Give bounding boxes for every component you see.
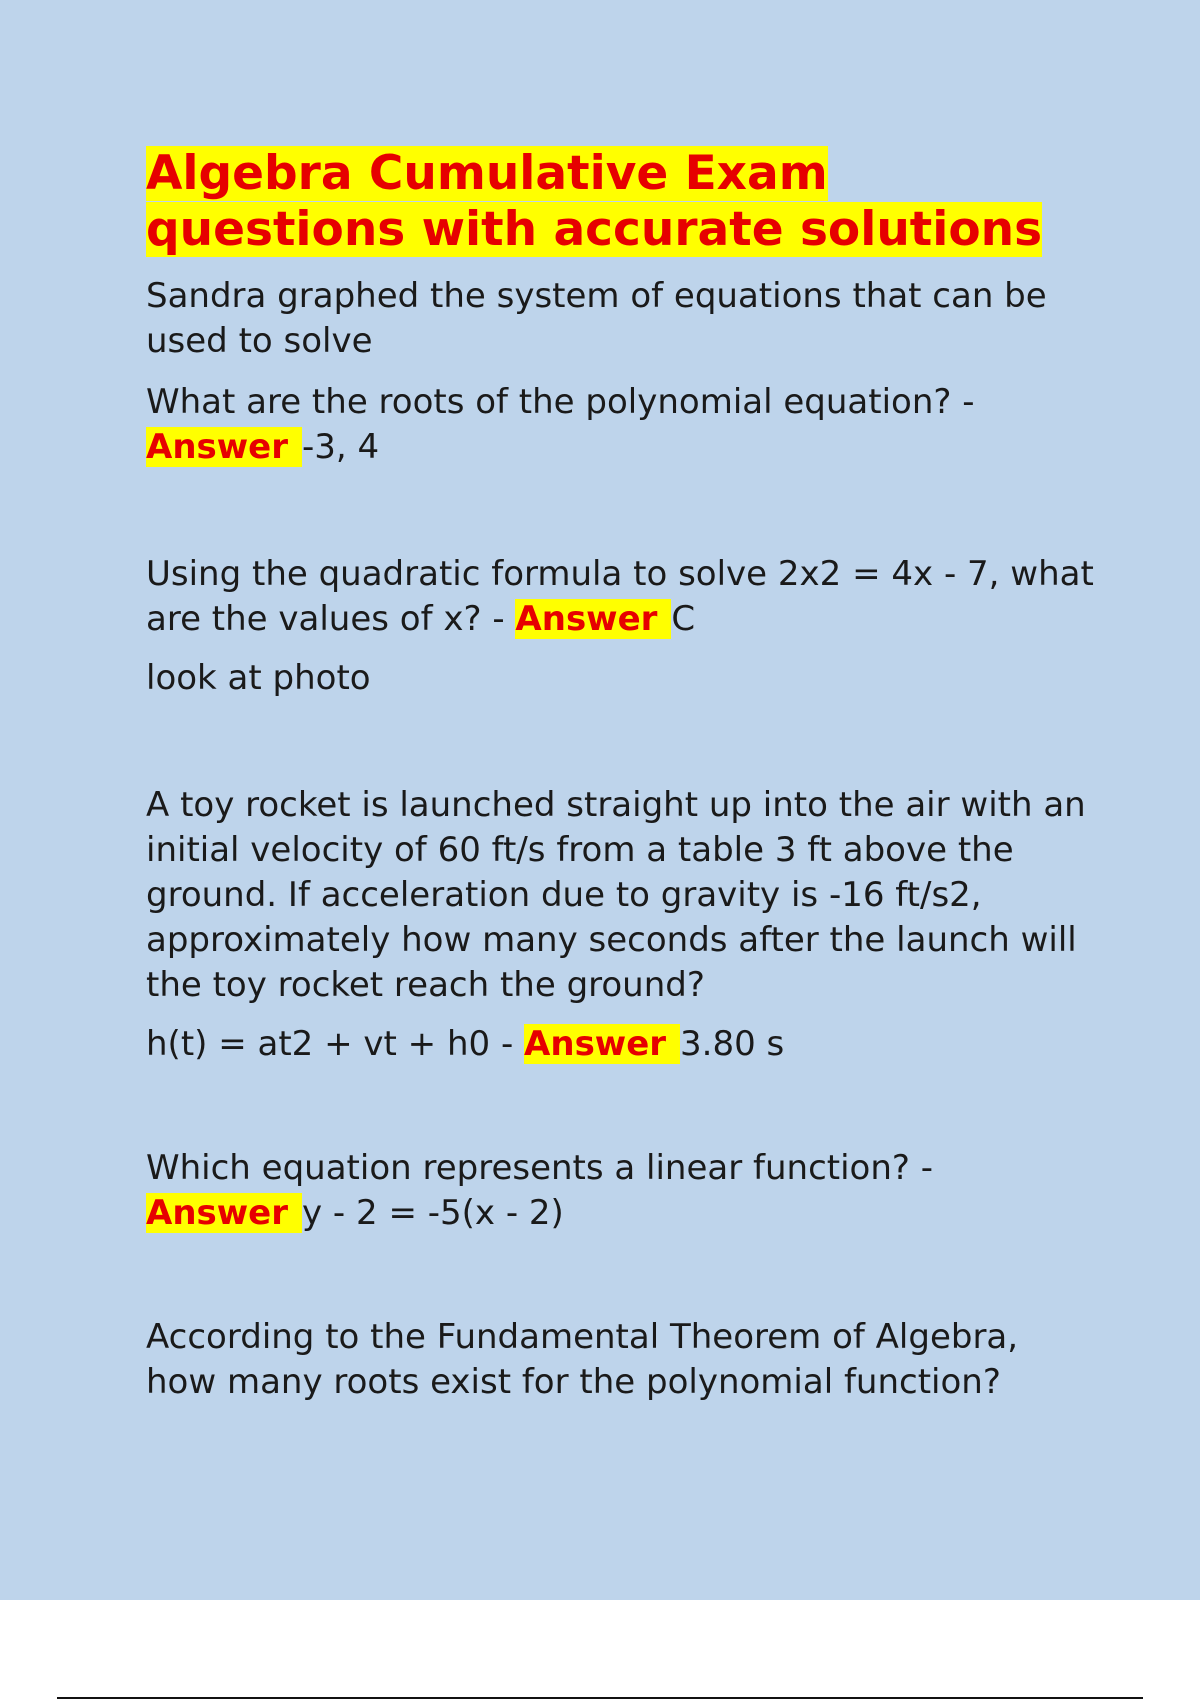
roots-answer: -3, 4 bbox=[302, 427, 380, 467]
answer-label: Answer bbox=[515, 599, 671, 639]
document-content bbox=[146, 146, 1096, 1405]
title-line-1: Algebra Cumulative Exam bbox=[146, 146, 828, 201]
linear-question-text: Which equation represents a linear function? - bbox=[146, 1148, 934, 1188]
title-line-2: questions with accurate solutions bbox=[146, 202, 1043, 257]
answer-label: Answer bbox=[146, 427, 302, 467]
fundamental-theorem-question: According to the Fundamental Theorem of Algebra, how many roots exist for the polynomial function? bbox=[146, 1317, 1019, 1402]
rocket-formula-line bbox=[146, 1022, 1096, 1067]
rocket-answer: 3.80 s bbox=[680, 1024, 785, 1064]
photo-note: look at photo bbox=[146, 658, 371, 698]
intro-paragraph: Sandra graphed the system of equations that can be used to solve bbox=[146, 276, 1047, 361]
footer-divider bbox=[57, 1697, 1143, 1699]
quadratic-answer: C bbox=[671, 599, 696, 639]
linear-question bbox=[146, 1146, 1096, 1236]
rocket-question: A toy rocket is launched straight up into the air with an initial velocity of 60 ft/s from a table 3 ft above the ground. If acceleration due to gravity is -16 ft/s2, approximately how many seconds after the launch will the toy rocket reach the ground? bbox=[146, 785, 1086, 1005]
quadratic-question-text: Using the quadratic formula to solve 2x2 = 4x - 7, what are the values of x? - bbox=[146, 554, 1094, 639]
quadratic-question bbox=[146, 552, 1096, 642]
rocket-formula: h(t) = at2 + vt + h0 - bbox=[146, 1024, 525, 1064]
answer-label: Answer bbox=[524, 1024, 680, 1064]
document-title bbox=[146, 146, 1096, 258]
answer-label: Answer bbox=[146, 1193, 302, 1233]
linear-answer: y - 2 = -5(x - 2) bbox=[302, 1193, 564, 1233]
roots-question-text: What are the roots of the polynomial equation? - bbox=[146, 382, 975, 422]
roots-question bbox=[146, 380, 1096, 470]
